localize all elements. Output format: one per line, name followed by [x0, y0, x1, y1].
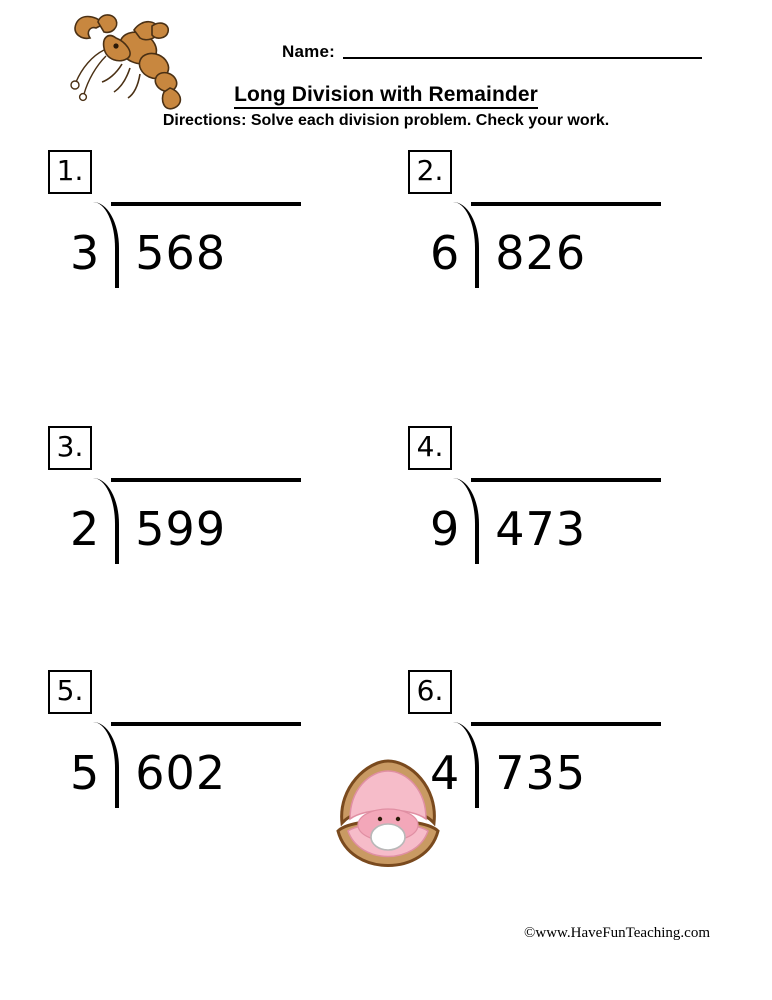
divisor: 9 — [430, 502, 460, 556]
long-division-bracket — [430, 478, 586, 588]
name-input-line[interactable] — [343, 43, 702, 59]
long-division-bracket — [430, 722, 586, 832]
name-label: Name: — [282, 42, 335, 61]
dividend: 735 — [495, 746, 587, 800]
problem-item — [40, 416, 380, 646]
long-division-bracket — [70, 722, 226, 832]
problem-number: 4. — [408, 426, 452, 470]
dividend: 568 — [135, 226, 227, 280]
divisor: 6 — [430, 226, 460, 280]
division-bracket-icon — [459, 202, 481, 312]
footer-copyright: ©www.HaveFunTeaching.com — [524, 925, 710, 941]
page-title-text: Long Division with Remainder — [234, 83, 538, 109]
problem-number: 3. — [48, 426, 92, 470]
problem-number: 6. — [408, 670, 452, 714]
divisor: 5 — [70, 746, 100, 800]
division-bracket-icon — [99, 722, 121, 832]
problem-number: 5. — [48, 670, 92, 714]
long-division-bracket — [70, 202, 226, 312]
vinculum-line — [471, 722, 661, 726]
vinculum-line — [111, 722, 301, 726]
dividend: 599 — [135, 502, 227, 556]
long-division-bracket — [430, 202, 586, 312]
long-division-bracket — [70, 478, 226, 588]
problem-item — [400, 660, 740, 890]
page-title — [0, 83, 772, 107]
directions-text: Directions: Solve each division problem. Check your work. — [162, 112, 610, 129]
dividend: 473 — [495, 502, 587, 556]
dividend: 826 — [495, 226, 587, 280]
name-field-row — [282, 42, 702, 62]
divisor: 3 — [70, 226, 100, 280]
problem-item — [400, 140, 740, 370]
division-bracket-icon — [459, 478, 481, 588]
division-bracket-icon — [99, 202, 121, 312]
problem-item — [400, 416, 740, 646]
problem-number: 2. — [408, 150, 452, 194]
problem-number: 1. — [48, 150, 92, 194]
vinculum-line — [111, 478, 301, 482]
worksheet-header — [0, 0, 772, 140]
vinculum-line — [111, 202, 301, 206]
division-bracket-icon — [459, 722, 481, 832]
vinculum-line — [471, 478, 661, 482]
problem-item — [40, 140, 380, 370]
division-bracket-icon — [99, 478, 121, 588]
clam-with-pearl-icon — [328, 757, 448, 887]
divisor: 4 — [430, 746, 460, 800]
vinculum-line — [471, 202, 661, 206]
divisor: 2 — [70, 502, 100, 556]
dividend: 602 — [135, 746, 227, 800]
